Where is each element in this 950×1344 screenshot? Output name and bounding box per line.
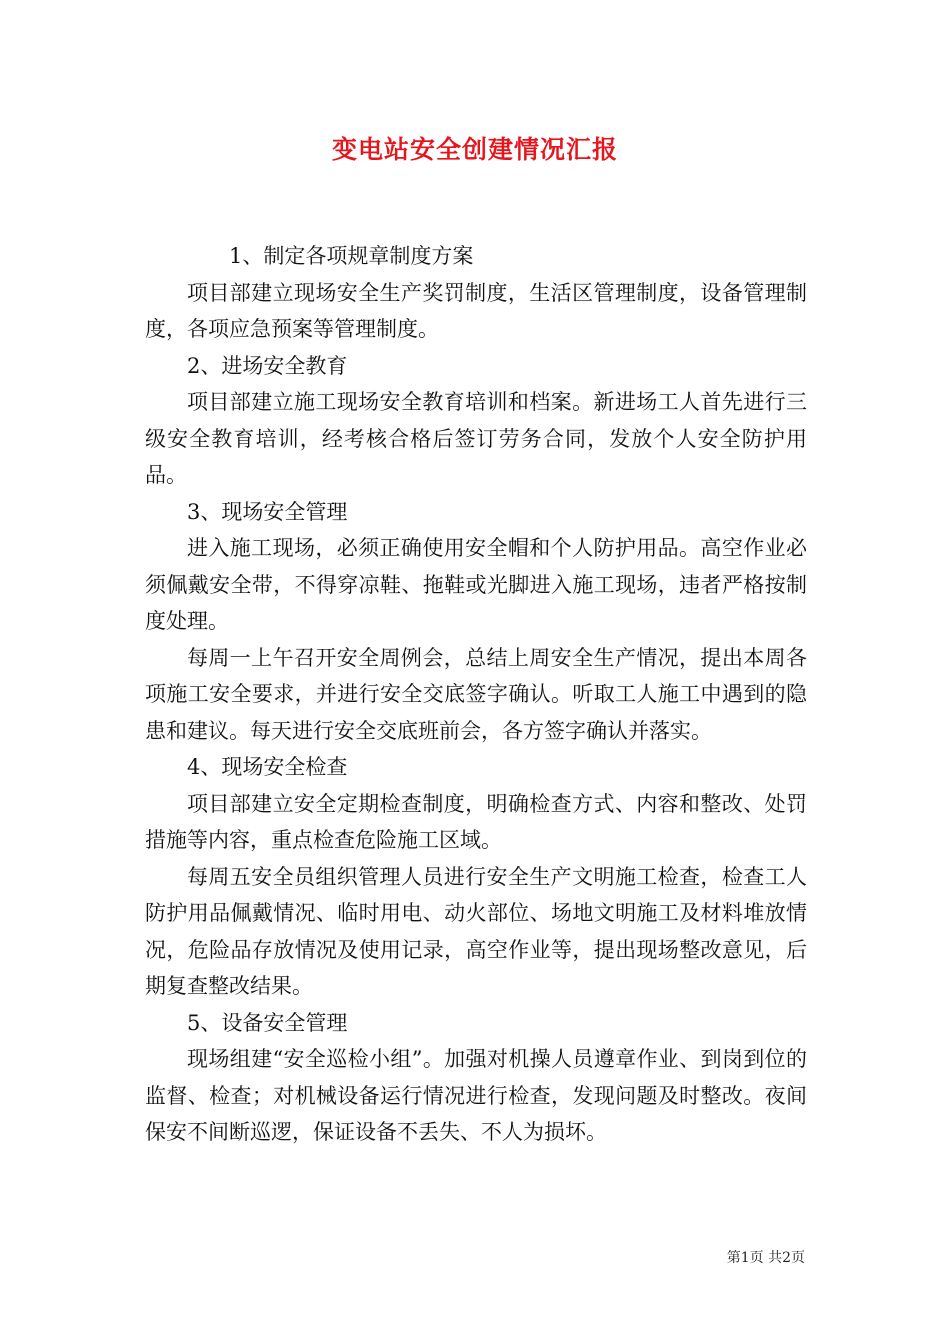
paragraph: 每周五安全员组织管理人员进行安全生产文明施工检查，检查工人防护用品佩戴情况、临时用电、动火部位、场地文明施工及材料堆放情况，危险品存放情况及使用记录，高空作业等，提出现场整改意见，后期复查整改结果。 — [145, 864, 807, 998]
paragraph: 项目部建立施工现场安全教育培训和档案。新进场工人首先进行三级安全教育培训，经考核合格后签订劳务合同，发放个人安全防护用品。 — [145, 390, 807, 487]
section-heading: 4、现场安全检查 — [187, 755, 348, 779]
section-2 — [145, 348, 807, 494]
section-5 — [145, 1005, 807, 1151]
paragraph: 现场组建“安全巡检小组”。加强对机操人员遵章作业、到岗到位的监督、检查；对机械设备运行情况进行检查，发现问题及时整改。夜间保安不间断巡逻，保证设备不丢失、不人为损坏。 — [145, 1047, 807, 1144]
document-title: 变电站安全创建情况汇报 — [331, 135, 618, 164]
paragraph: 项目部建立安全定期检查制度，明确检查方式、内容和整改、处罚措施等内容，重点检查危险施工区域。 — [145, 791, 807, 852]
page-number: 第1页 共2页 — [726, 1250, 805, 1266]
section-heading: 2、进场安全教育 — [187, 353, 348, 378]
section-4 — [145, 749, 807, 1005]
section-1 — [145, 238, 807, 348]
section-heading: 1、制定各项规章制度方案 — [229, 244, 474, 268]
paragraph: 进入施工现场，必须正确使用安全帽和个人防护用品。高空作业必须佩戴安全带，不得穿凉鞋、拖鞋或光脚进入施工现场，违者严格按制度处理。 — [145, 536, 807, 633]
section-3 — [145, 494, 807, 750]
paragraph: 每周一上午召开安全周例会，总结上周安全生产情况，提出本周各项施工安全要求，并进行安全交底签字确认。听取工人施工中遇到的隐患和建议。每天进行安全交底班前会，各方签字确认并落实。 — [145, 645, 807, 743]
section-heading: 5、设备安全管理 — [187, 1010, 348, 1035]
section-heading: 3、现场安全管理 — [187, 499, 348, 524]
paragraph: 项目部建立现场安全生产奖罚制度，生活区管理制度，设备管理制度，各项应急预案等管理制度。 — [145, 280, 807, 341]
document-body — [145, 238, 807, 1151]
